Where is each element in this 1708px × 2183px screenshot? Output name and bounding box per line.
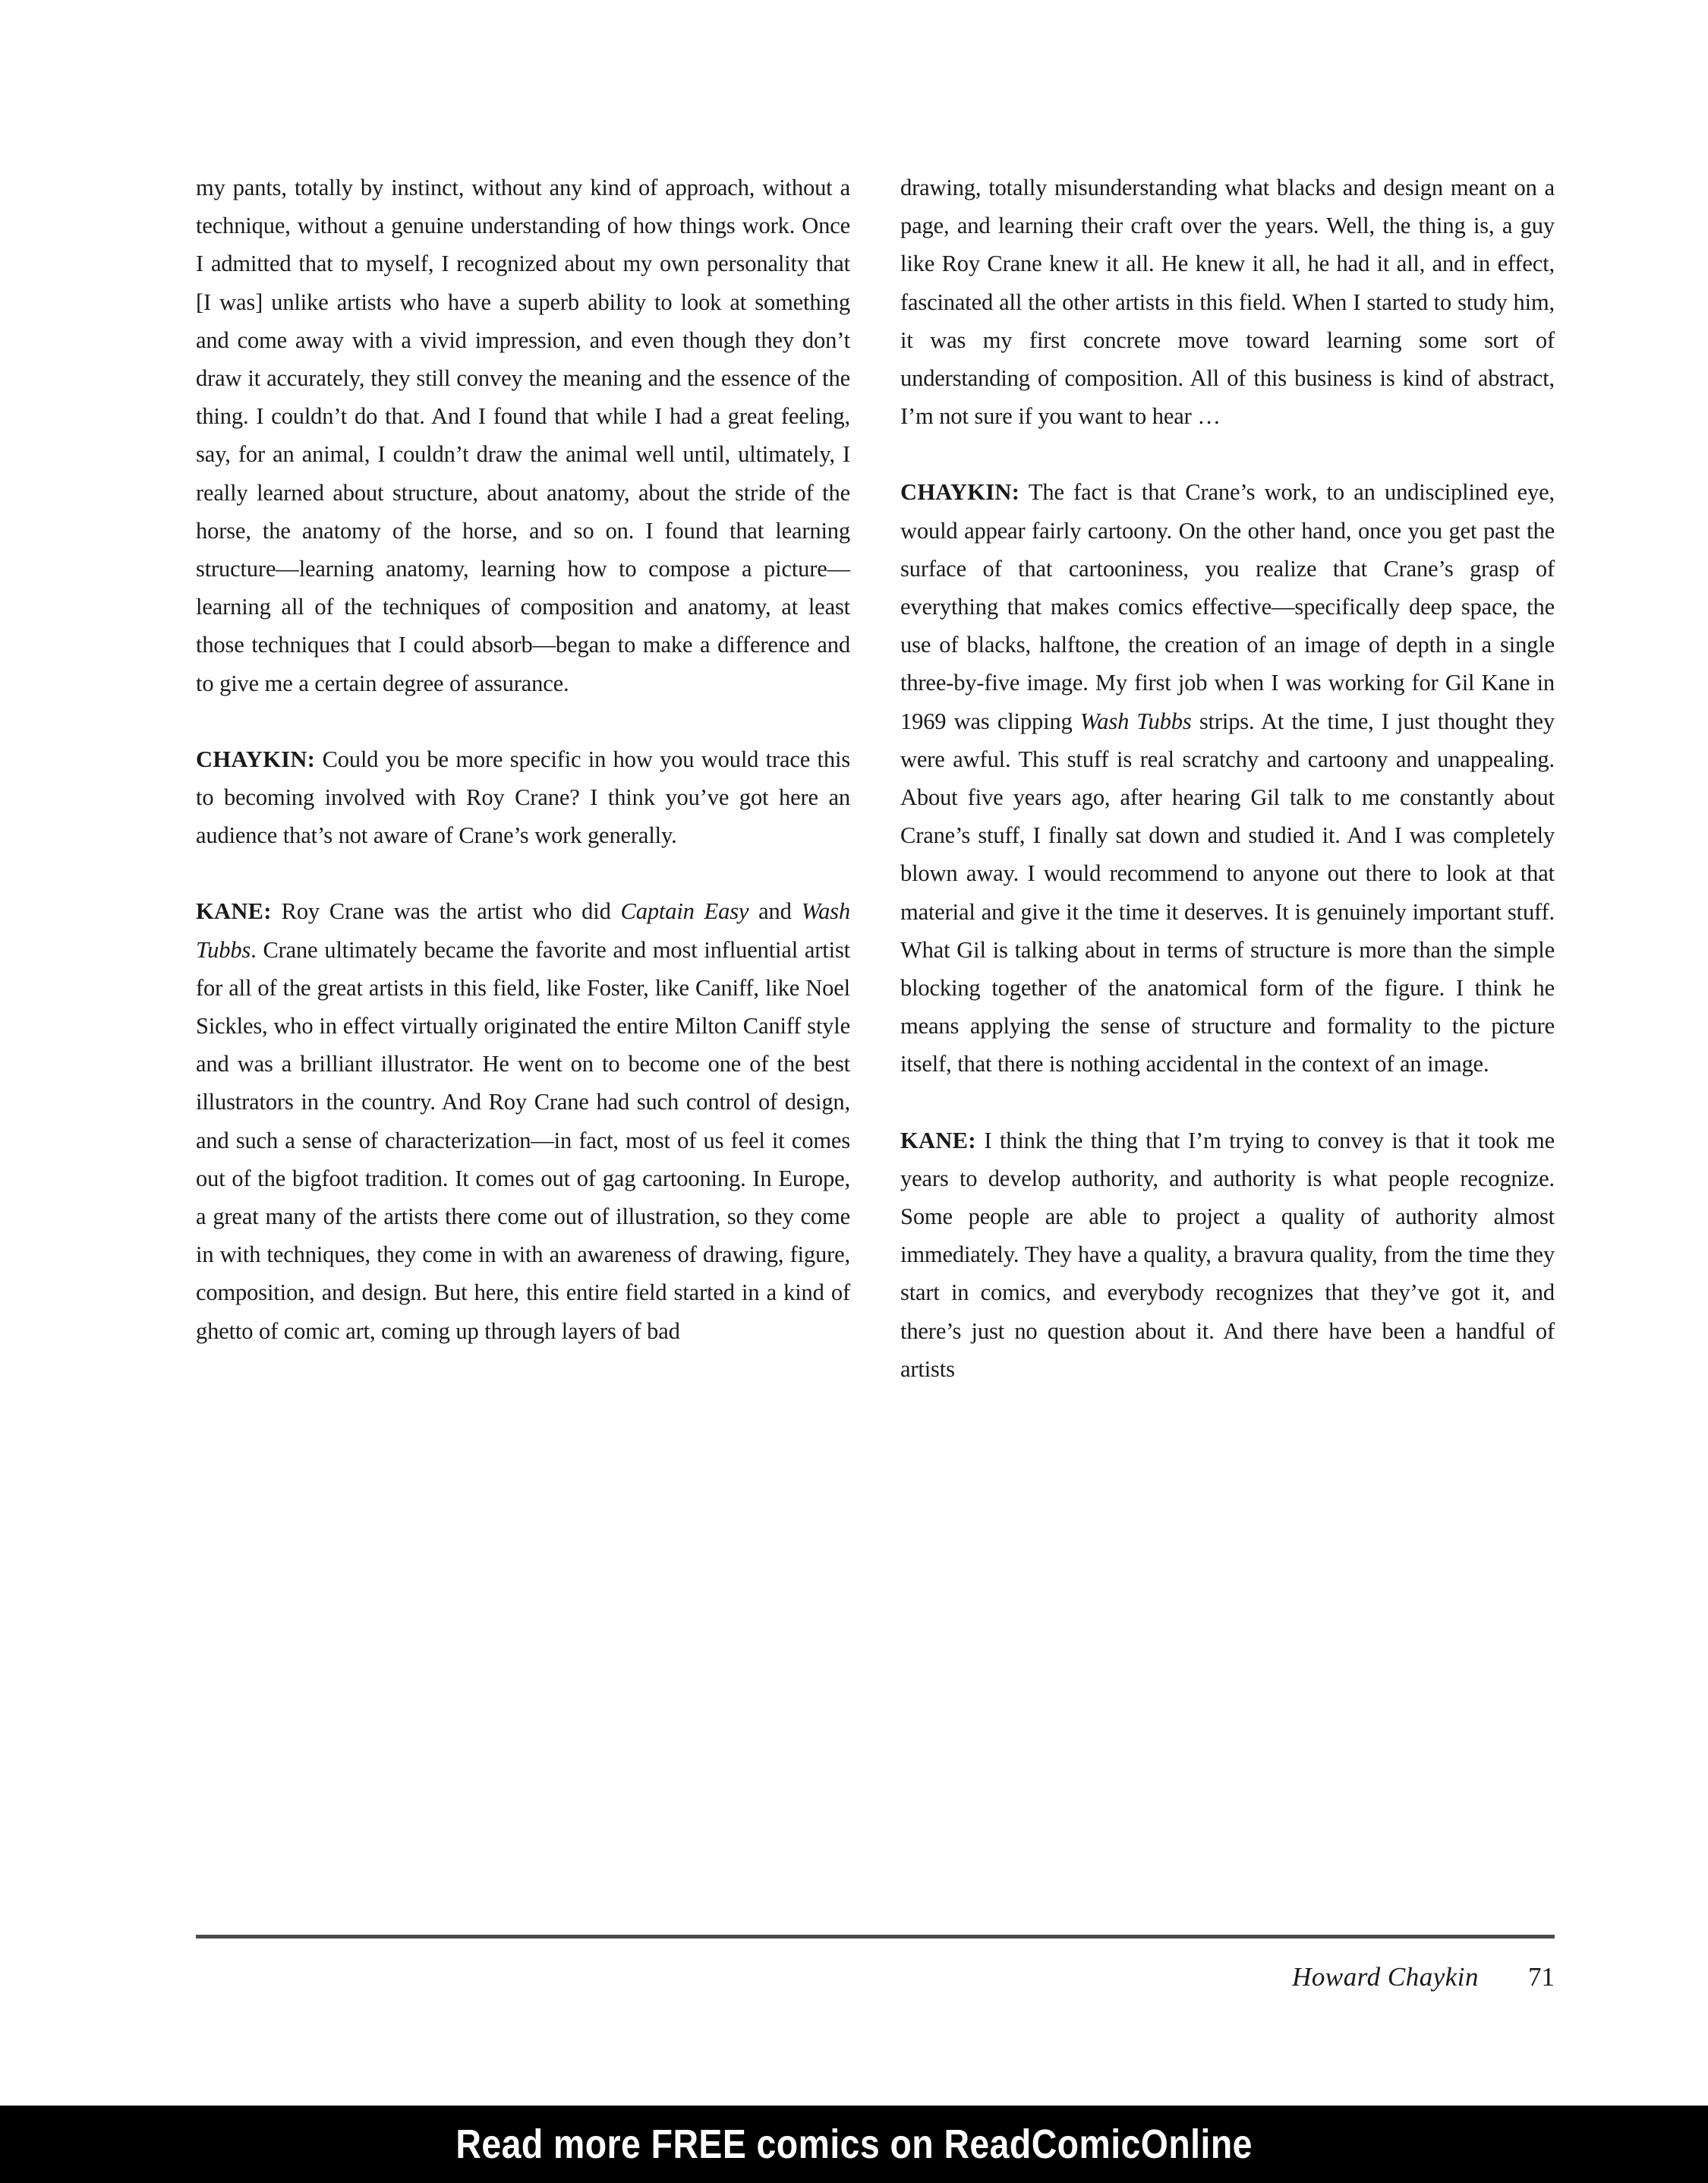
paragraph-text: I think the thing that I’m trying to convey is that it took me years to develop authority, and authority is what people recognize. Some people are able to project a quality of authority almost immediately. They have a quality, a bravura quality, from the time they start in comics, and everybody recognizes that they’ve got it, and there’s just no question about it. And there have been a handful of artists: [900, 1127, 1555, 1382]
speaker-label-chaykin: CHAYKIN:: [900, 479, 1020, 506]
paragraph-text-segment: Roy Crane was the artist who did: [271, 898, 621, 925]
speaker-label-kane: KANE:: [196, 898, 272, 925]
paragraph-continued-kane: [196, 169, 850, 702]
paragraph-text-segment: The fact is that Crane’s work, to an undisciplined eye, would appear fairly cartoony. On the other hand, once you get past the surface of that cartooniness, you realize that Crane’s grasp of everything that makes comics effective—specifically deep space, the use of blacks, halftone, the creation of an image of depth in a single three-by-five image. My first job when I was working for Gil Kane in 1969 was clipping: [900, 479, 1555, 734]
paragraph-continued-kane-2: [900, 169, 1555, 435]
running-head: Howard Chaykin: [1292, 1962, 1479, 1992]
paragraph-text: my pants, totally by instinct, without any kind of approach, without a technique, without a genuine understanding of how things work. Once I admitted that to myself, I recognized about my own personality that [I was] unlike artists who have a superb ability to look at something and come away with a vivid impression, and even though they don’t draw it accurately, they still convey the meaning and the essence of the thing. I couldn’t do that. And I found that while I had a great feeling, say, for an animal, I couldn’t draw the animal well until, ultimately, I really learned about structure, about anatomy, about the stride of the horse, the anatomy of the horse, and so on. I found that learning structure—learning anatomy, learning how to compose a picture—learning all of the techniques of composition and anatomy, at least those techniques that I could absorb—began to make a difference and to give me a certain degree of assurance.: [196, 175, 850, 696]
paragraph-kane-authority: [900, 1121, 1555, 1388]
paragraph-kane-answer: [196, 892, 850, 1349]
footer-divider-rule: [196, 1935, 1555, 1939]
paragraph-text-segment: and: [748, 898, 802, 925]
paragraph-text: Could you be more specific in how you would trace this to becoming involved with Roy Crane? I think you’ve got here an audience that’s not aware of Crane’s work generally.: [196, 746, 850, 849]
text-column-right: [900, 169, 1555, 1877]
work-title-wash-tubbs: Wash Tubbs: [1079, 708, 1192, 734]
speaker-label-chaykin: CHAYKIN:: [196, 746, 316, 772]
page-footer: [196, 1962, 1555, 2008]
paragraph-chaykin-question: [196, 740, 850, 855]
text-column-left: [196, 169, 850, 1877]
work-title-captain-easy: Captain Easy: [620, 898, 749, 925]
paragraph-text-segment: strips. At the time, I just thought they were awful. This stuff is real scratchy and cartoony and unappealing. About five years ago, after hearing Gil talk to me constantly about Crane’s stuff, I finally sat down and studied it. And I was completely blown away. I would recommend to anyone out there to look at that material and give it the time it deserves. It is genuinely important stuff. What Gil is talking about in terms of structure is more than the simple blocking together of the anatomical form of the figure. I think he means applying the sense of structure and formality to the picture itself, that there is nothing accidental in the context of an image.: [900, 708, 1555, 1077]
work-title-wash-tubbs: Wash Tubbs: [196, 898, 850, 963]
speaker-label-kane: KANE:: [900, 1127, 976, 1153]
paragraph-text-segment: . Crane ultimately became the favorite and most influential artist for all of the great artists in this field, like Foster, like Caniff, like Noel Sickles, who in effect virtually originated the entire Milton Caniff style and was a brilliant illustrator. He went on to become one of the best illustrators in the country. And Roy Crane had such control of design, and such a sense of characterization—in fact, most of us feel it comes out of the bigfoot tradition. It comes out of gag cartooning. In Europe, a great many of the artists there come out of illustration, so they come in with techniques, they come in with an awareness of drawing, figure, composition, and design. But here, this entire field started in a kind of ghetto of comic art, coming up through layers of bad: [196, 936, 850, 1344]
paragraph-text: drawing, totally misunderstanding what blacks and design meant on a page, and learning their craft over the years. Well, the thing is, a guy like Roy Crane knew it all. He knew it all, he had it all, and in effect, fascinated all the other artists in this field. When I started to study him, it was my first concrete move toward learning some sort of understanding of composition. All of this business is kind of abstract, I’m not sure if you want to hear …: [900, 175, 1555, 430]
two-column-body: [196, 169, 1555, 1877]
promo-banner-text: Read more FREE comics on ReadComicOnline: [455, 2121, 1253, 2167]
promo-banner: [0, 2106, 1708, 2183]
page-number: 71: [1528, 1962, 1555, 1992]
paragraph-chaykin-crane-work: [900, 473, 1555, 1083]
